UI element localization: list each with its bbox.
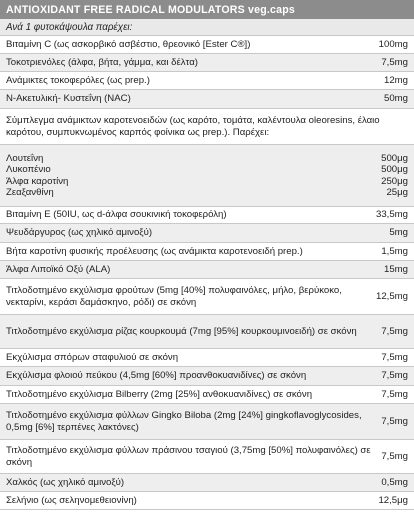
ingredient-name: Σύμπλεγμα ανάμικτων καροτενοειδών (ως καρότο, τομάτα, καλέντουλα oleoresins, έλαιο καρότου, συμπυκνωμένος καρπός φοίνικα ως prep.). Παρέχει:: [6, 115, 380, 138]
ingredient-row: [0, 440, 414, 474]
ingredient-name: Τιτλοδοτημένο εκχύλισμα φύλλων Gingko Biloba (2mg [24%] gingkoflavoglycosides, 0,5mg [6%] τερπένες λακτόνες): [6, 410, 362, 433]
ingredient-row: [0, 207, 414, 224]
ingredient-row: [0, 90, 414, 109]
ingredient-name: Ανάμικτες τοκοφερόλες (ως prep.): [6, 74, 150, 86]
ingredient-row: [0, 474, 414, 492]
ingredient-name: Άλφα Λιποϊκό Οξύ (ALA): [6, 263, 111, 275]
serving-subtitle: Ανά 1 φυτοκάψουλα παρέχει:: [0, 19, 414, 36]
ingredient-row: [0, 224, 414, 243]
ingredients-table: [0, 36, 414, 526]
sub-ingredient-name: Λυκοπένιο: [6, 164, 51, 175]
ingredient-name: Τοκοτριενόλες (άλφα, βήτα, γάμμα, και δέλτα): [6, 56, 198, 68]
sub-ingredient-amount: 500μg: [381, 164, 408, 175]
ingredient-name: Βιταμίνη Ε (50IU, ως d-άλφα σουκινική τοκοφερόλη): [6, 209, 227, 221]
ingredient-name: Ψευδάργυρος (ως χηλικό αμινοξύ): [6, 227, 153, 239]
ingredient-row: [0, 279, 414, 315]
ingredient-name: Τιτλοδοτημένο εκχύλισμα Bilberry (2mg [25%] ανθοκυανιδίνες) σε σκόνη: [6, 388, 313, 400]
ingredient-amount: 33,5mg: [376, 209, 408, 221]
ingredient-amount: 12,5mg: [376, 290, 408, 302]
sub-ingredient-amount: 25μg: [386, 187, 408, 198]
ingredient-row: [0, 349, 414, 367]
ingredient-row: [0, 261, 414, 279]
ingredient-row: [0, 109, 414, 145]
ingredient-amount: 7,5mg: [381, 325, 408, 337]
ingredient-amount: 7,5mg: [381, 370, 408, 382]
ingredient-amount: 100mg: [378, 38, 408, 50]
product-title: ANTIOXIDANT FREE RADICAL MODULATORS veg.caps: [0, 0, 414, 19]
ingredient-row: [0, 315, 414, 349]
ingredient-name: Εκχύλισμα σπόρων σταφυλιού σε σκόνη: [6, 351, 179, 363]
ingredient-row: [0, 492, 414, 510]
ingredient-amount: 7,5mg: [381, 351, 408, 363]
ingredient-row: [0, 54, 414, 72]
ingredient-row: [0, 72, 414, 90]
sub-ingredient-values: [381, 145, 408, 206]
ingredient-amount: 7,5mg: [381, 450, 408, 462]
ingredient-name: Τιτλοδοτημένο εκχύλισμα ρίζας κουρκουμά (7mg [95%] κουρκουμινοειδή) σε σκόνη: [6, 325, 357, 337]
ingredient-amount: 7,5mg: [381, 56, 408, 68]
ingredient-name: Χαλκός (ως χηλικό αμινοξύ): [6, 476, 125, 488]
ingredient-amount: 7,5mg: [381, 415, 408, 427]
ingredient-name: Τιτλοδοτημένο εκχύλισμα φρούτων (5mg [40%] πολυφαινόλες, μήλο, βερύκοκο, νεκταρίνι, κεράσι δαμάσκηνο, ρόδι) σε σκόνη: [6, 285, 342, 308]
ingredient-amount: 50mg: [384, 93, 408, 105]
ingredient-name: Βιταμίνη C (ως ασκορβικό ασβέστιο, θρεονικό [Ester C®]): [6, 38, 251, 50]
sub-ingredient-name: Λουτεΐνη: [6, 152, 44, 164]
sub-ingredient-name: Άλφα καροτίνη: [6, 175, 69, 187]
ingredient-name: Σελήνιο (ως σεληνομεθειονίνη): [6, 494, 137, 506]
ingredient-name: Τιτλοδοτημένο εκχύλισμα φύλλων πράσινου τσαγιού (3,75mg [50%] πολυφαινόλες) σε σκόνη: [6, 445, 371, 468]
ingredient-amount: 12mg: [384, 74, 408, 86]
ingredient-amount: 15mg: [384, 263, 408, 275]
ingredient-row: [0, 367, 414, 386]
sub-ingredient-amount: 250μg: [381, 175, 408, 187]
ingredient-amount: 0,5mg: [381, 476, 408, 488]
ingredient-amount: 5mg: [389, 227, 408, 239]
sub-ingredient-name: Ζεαξανθίνη: [6, 187, 54, 198]
ingredient-name: N-Ακετυλική- Κυστεΐνη (NAC): [6, 93, 131, 105]
ingredient-row: [0, 36, 414, 54]
ingredient-amount: 12,5μg: [378, 494, 408, 506]
ingredient-row: [0, 243, 414, 261]
ingredient-name: Εκχύλισμα φλοιού πεύκου (4,5mg [60%] προανθοκυανιδίνες) σε σκόνη: [6, 370, 307, 382]
ingredient-row: [0, 404, 414, 440]
ingredient-amount: 7,5mg: [381, 388, 408, 400]
ingredient-row: [0, 386, 414, 404]
ingredient-row: [0, 145, 414, 207]
ingredient-amount: 1,5mg: [381, 245, 408, 257]
sub-ingredient-amount: 500μg: [381, 152, 408, 164]
sub-ingredient-names: [6, 145, 381, 206]
ingredient-name: Βήτα καροτίνη φυσικής προέλευσης (ως ανάμικτα καροτενοειδή prep.): [6, 245, 303, 257]
